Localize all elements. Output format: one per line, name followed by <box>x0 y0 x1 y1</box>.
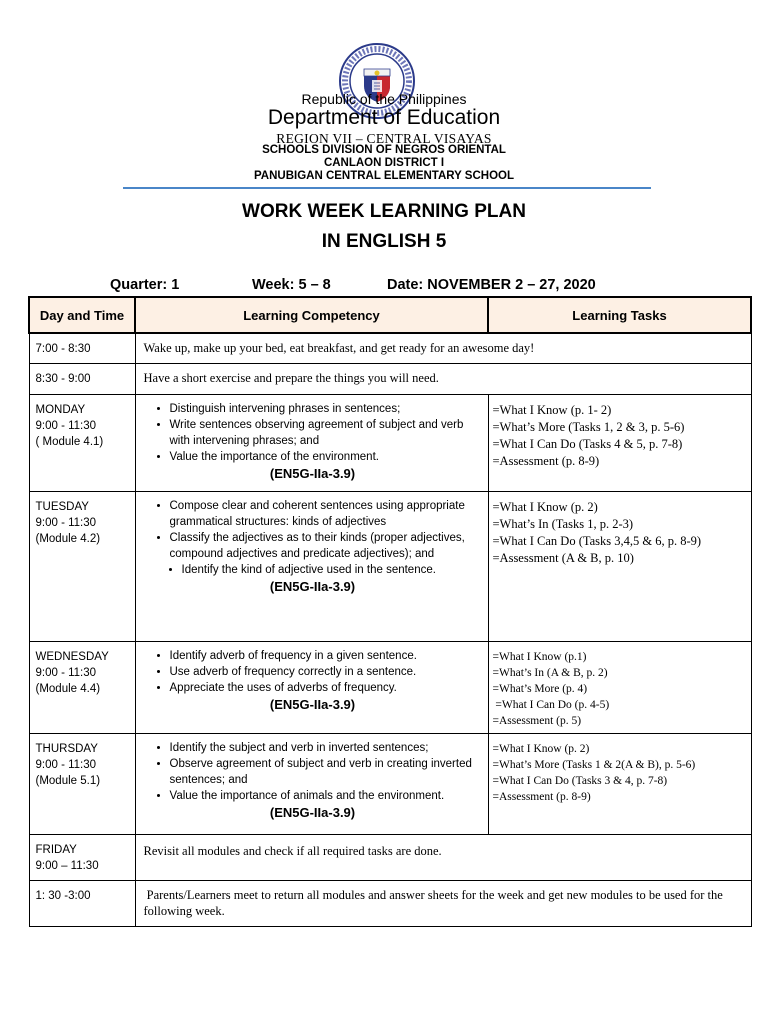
competency-cell <box>135 733 488 834</box>
list-item: • Compose clear and coherent sentences using appropriate grammatical structures: kinds of adjectives <box>170 498 482 530</box>
day-time-cell: THURSDAY 9:00 - 11:30 (Module 5.1) <box>29 733 135 834</box>
quarter-label: Quarter: 1 <box>110 277 180 293</box>
day-time-cell: 7:00 - 8:30 <box>29 333 135 363</box>
list-item: =What’s More (p. 4) <box>492 682 588 695</box>
day-time-cell: TUESDAY 9:00 - 11:30 (Module 4.2) <box>29 491 135 641</box>
list-item: =What I Know (p. 1- 2) <box>492 402 612 417</box>
district-heading: CANLAON DISTRICT I <box>323 157 445 169</box>
list-item: • Identify adverb of frequency in a given sentence. <box>170 648 482 664</box>
activity-cell: Wake up, make up your bed, eat breakfast, and get ready for an awesome day! <box>135 333 751 363</box>
day-time-cell: FRIDAY 9:00 – 11:30 <box>29 834 135 880</box>
list-item: • Use adverb of frequency correctly in a sentence. <box>170 664 482 680</box>
tasks-cell <box>488 394 751 491</box>
table-header-row <box>29 297 751 333</box>
list-item: =What I Can Do (Tasks 3 & 4, p. 7-8) <box>492 774 668 787</box>
list-item: =Assessment (p. 8-9) <box>492 790 591 803</box>
competency-code: (EN5G-IIa-3.9) <box>269 578 356 594</box>
competency-cell <box>135 394 488 491</box>
list-item: =Assessment (A & B, p. 10) <box>492 550 634 565</box>
list-item: • Identify the subject and verb in inverted sentences; <box>170 740 482 756</box>
plan-subtitle: IN ENGLISH 5 <box>321 231 447 252</box>
school-heading: PANUBIGAN CENTRAL ELEMENTARY SCHOOL <box>253 170 515 182</box>
competency-cell <box>135 641 488 733</box>
day-time-cell: WEDNESDAY 9:00 - 11:30 (Module 4.4) <box>29 641 135 733</box>
week-label: Week: 5 – 8 <box>252 277 331 293</box>
table-row <box>29 394 751 491</box>
table-row <box>29 641 751 733</box>
competency-cell <box>135 491 488 641</box>
tasks-cell <box>488 733 751 834</box>
competency-list <box>144 498 482 578</box>
list-item: • Write sentences observing agreement of subject and verb with intervening phrases; and <box>170 417 482 449</box>
table-row <box>29 363 751 394</box>
list-item: =What I Know (p.1) <box>492 650 587 663</box>
table-row <box>29 880 751 926</box>
day-time-cell: 8:30 - 9:00 <box>29 363 135 394</box>
list-item: =What I Know (p. 2) <box>492 499 598 514</box>
tasks-cell <box>488 641 751 733</box>
competency-list <box>144 648 482 696</box>
learning-plan-table <box>28 296 752 927</box>
division-heading: SCHOOLS DIVISION OF NEGROS ORIENTAL <box>262 144 506 156</box>
competency-code: (EN5G-IIa-3.9) <box>269 465 356 481</box>
header-divider <box>123 187 651 189</box>
table-row <box>29 733 751 834</box>
list-item: =Assessment (p. 8-9) <box>492 453 600 468</box>
list-item: =What I Can Do (p. 4-5) <box>492 698 610 711</box>
list-item: =Assessment (p. 5) <box>492 714 582 727</box>
list-item: =What I Can Do (Tasks 4 & 5, p. 7-8) <box>492 436 683 451</box>
date-label: Date: NOVEMBER 2 – 27, 2020 <box>387 277 596 293</box>
competency-code: (EN5G-IIa-3.9) <box>269 804 356 820</box>
list-item: • Value the importance of animals and the environment. <box>170 788 482 804</box>
republic-heading: Republic of the Philippines <box>301 91 467 107</box>
list-item: =What’s More (Tasks 1 & 2(A & B), p. 5-6) <box>492 758 696 771</box>
list-item: =What I Can Do (Tasks 3,4,5 & 6, p. 8-9) <box>492 533 702 548</box>
activity-cell: Parents/Learners meet to return all modules and answer sheets for the week and get new modules to be used for the following week. <box>135 880 751 926</box>
day-time-cell: 1: 30 -3:00 <box>29 880 135 926</box>
table-row <box>29 834 751 880</box>
list-item: • Distinguish intervening phrases in sentences; <box>170 401 482 417</box>
list-item: =What’s In (A & B, p. 2) <box>492 666 608 679</box>
competency-list <box>144 401 482 465</box>
table-row <box>29 491 751 641</box>
list-item: =What’s In (Tasks 1, p. 2-3) <box>492 516 634 531</box>
plan-title: WORK WEEK LEARNING PLAN <box>242 201 526 222</box>
department-heading: Department of Education <box>267 106 501 129</box>
list-item: =What I Know (p. 2) <box>492 742 590 755</box>
day-time-cell: MONDAY 9:00 - 11:30 ( Module 4.1) <box>29 394 135 491</box>
competency-list <box>144 740 482 804</box>
competency-code: (EN5G-IIa-3.9) <box>269 696 356 712</box>
activity-cell: Revisit all modules and check if all required tasks are done. <box>135 834 751 880</box>
tasks-cell <box>488 491 751 641</box>
list-item: • Classify the adjectives as to their kinds (proper adjectives, compound adjectives and predicate adjectives); and <box>170 530 482 562</box>
list-item: • Appreciate the uses of adverbs of frequency. <box>170 680 482 696</box>
list-item: • Observe agreement of subject and verb in creating inverted sentences; and <box>170 756 482 788</box>
column-header: Learning Tasks <box>488 297 751 333</box>
list-item: • Value the importance of the environment. <box>170 449 482 465</box>
column-header: Day and Time <box>29 297 135 333</box>
table-row <box>29 333 751 363</box>
list-item: • Identify the kind of adjective used in the sentence. <box>182 562 482 578</box>
region-heading: REGION VII – CENTRAL VISAYAS <box>276 131 492 146</box>
column-header: Learning Competency <box>135 297 488 333</box>
activity-cell: Have a short exercise and prepare the things you will need. <box>135 363 751 394</box>
list-item: =What’s More (Tasks 1, 2 & 3, p. 5-6) <box>492 419 685 434</box>
